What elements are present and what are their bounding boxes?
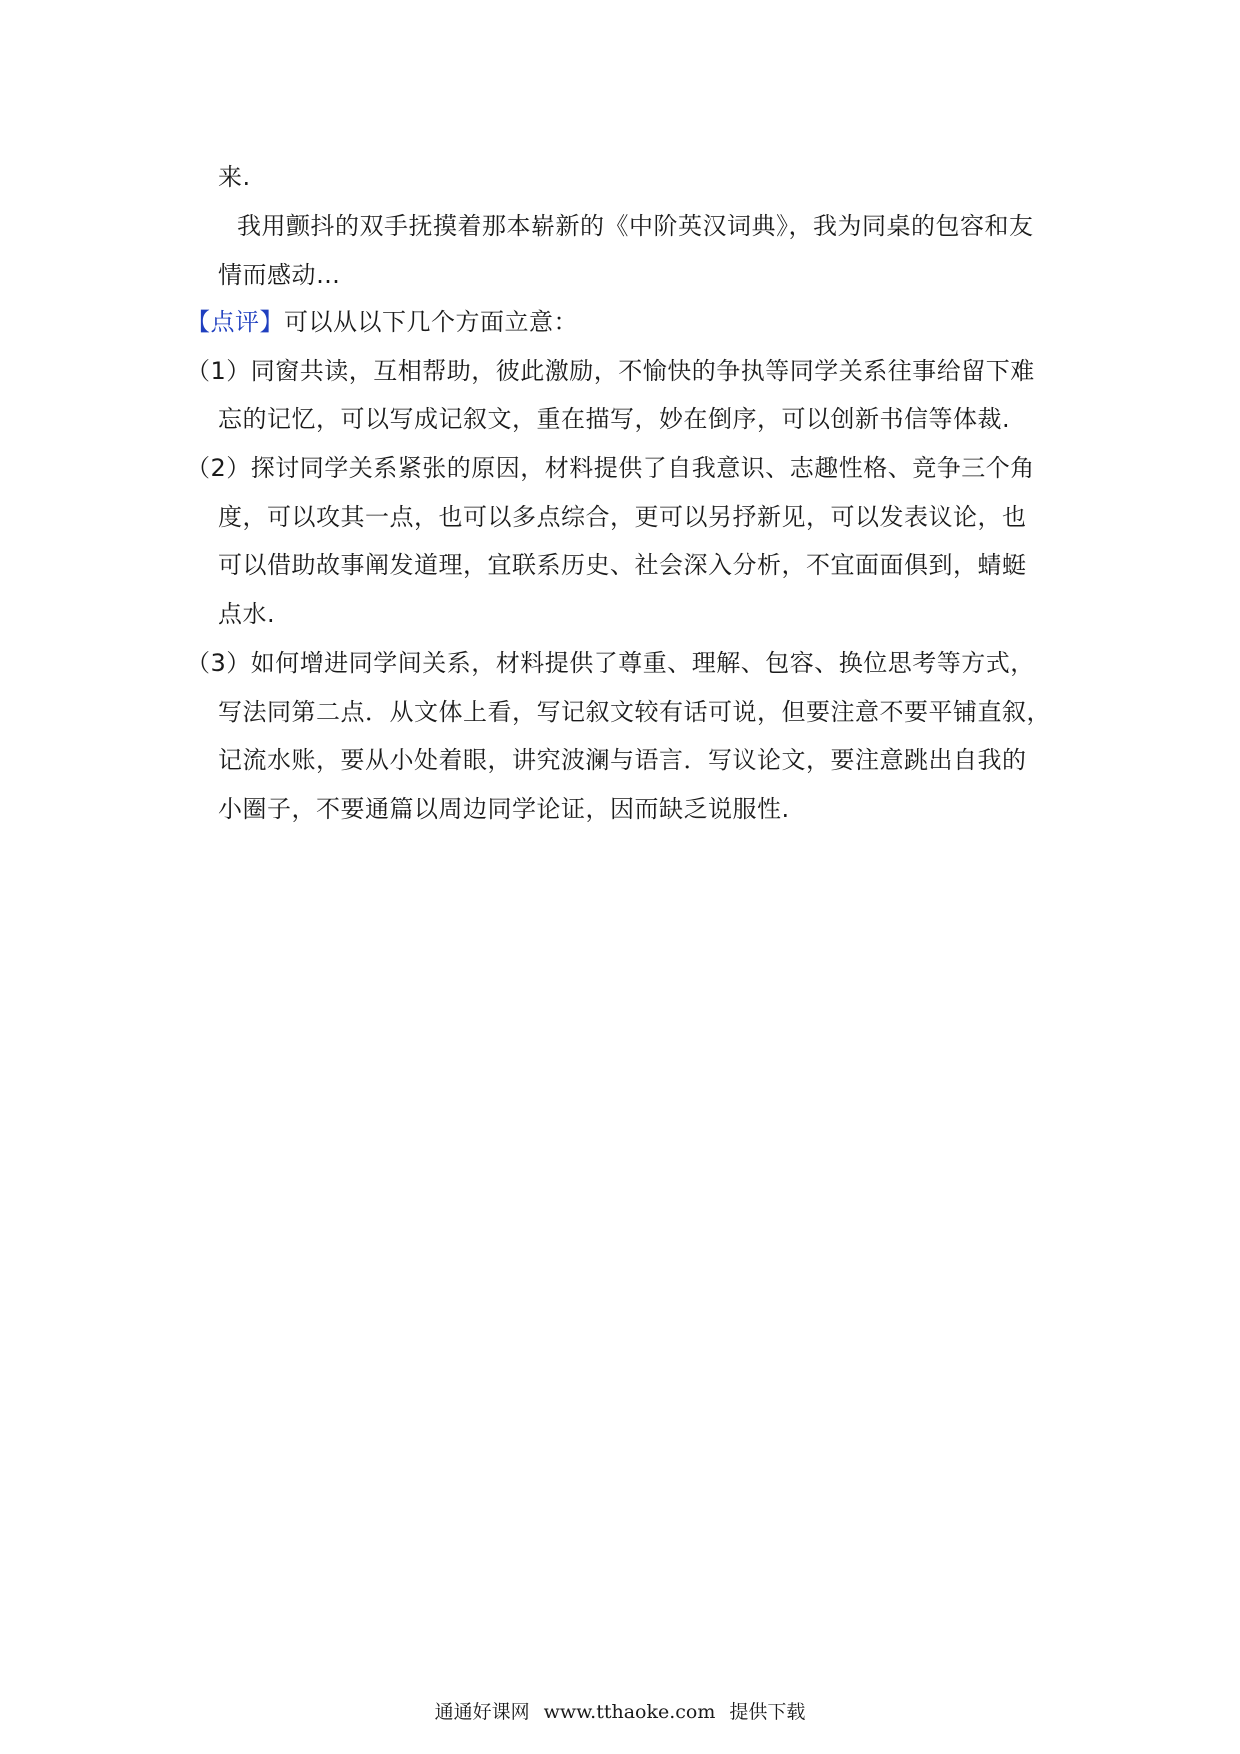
point-1-line-2: 忘的记忆，可以写成记叙文，重在描写，妙在倒序，可以创新书信等体裁. [218, 405, 1011, 433]
body-line-3: 情而感动… [218, 261, 341, 289]
point-2-line-1: （2）探讨同学关系紧张的原因，材料提供了自我意识、志趣性格、竞争三个角 [186, 454, 1035, 482]
footer-site-name: 通通好课网 [434, 1701, 530, 1723]
point-2-line-2: 度，可以攻其一点，也可以多点综合，更可以另抒新见，可以发表议论，也 [218, 503, 1027, 531]
point-3-line-3: 记流水账，要从小处着眼，讲究波澜与语言．写议论文，要注意跳出自我的 [218, 746, 1027, 774]
point-2-line-3: 可以借助故事阐发道理，宜联系历史、社会深入分析，不宜面面俱到，蜻蜓 [218, 551, 1027, 579]
body-line-2: 我用颤抖的双手抚摸着那本崭新的《中阶英汉词典》，我为同桌的包容和友 [237, 212, 1034, 240]
point-1-line-1: （1）同窗共读，互相帮助，彼此激励，不愉快的争执等同学关系往事给留下难 [186, 357, 1035, 385]
footer-url[interactable]: www.tthaoke.com [543, 1701, 716, 1723]
comment-intro: 可以从以下几个方面立意： [284, 308, 578, 336]
footer-suffix: 提供下载 [729, 1701, 806, 1723]
point-3-line-4: 小圈子，不要通篇以周边同学论证，因而缺乏说服性. [218, 795, 790, 823]
comment-label: 【点评】 [186, 308, 284, 336]
point-3-line-1: （3）如何增进同学间关系，材料提供了尊重、理解、包容、换位思考等方式， [186, 649, 1035, 677]
body-line-1: 来. [218, 163, 251, 191]
page-footer [0, 1700, 1240, 1724]
point-2-line-4: 点水. [218, 600, 276, 628]
comment-line [186, 307, 578, 337]
point-3-line-2: 写法同第二点．从文体上看，写记叙文较有话可说，但要注意不要平铺直叙， [218, 698, 1051, 726]
